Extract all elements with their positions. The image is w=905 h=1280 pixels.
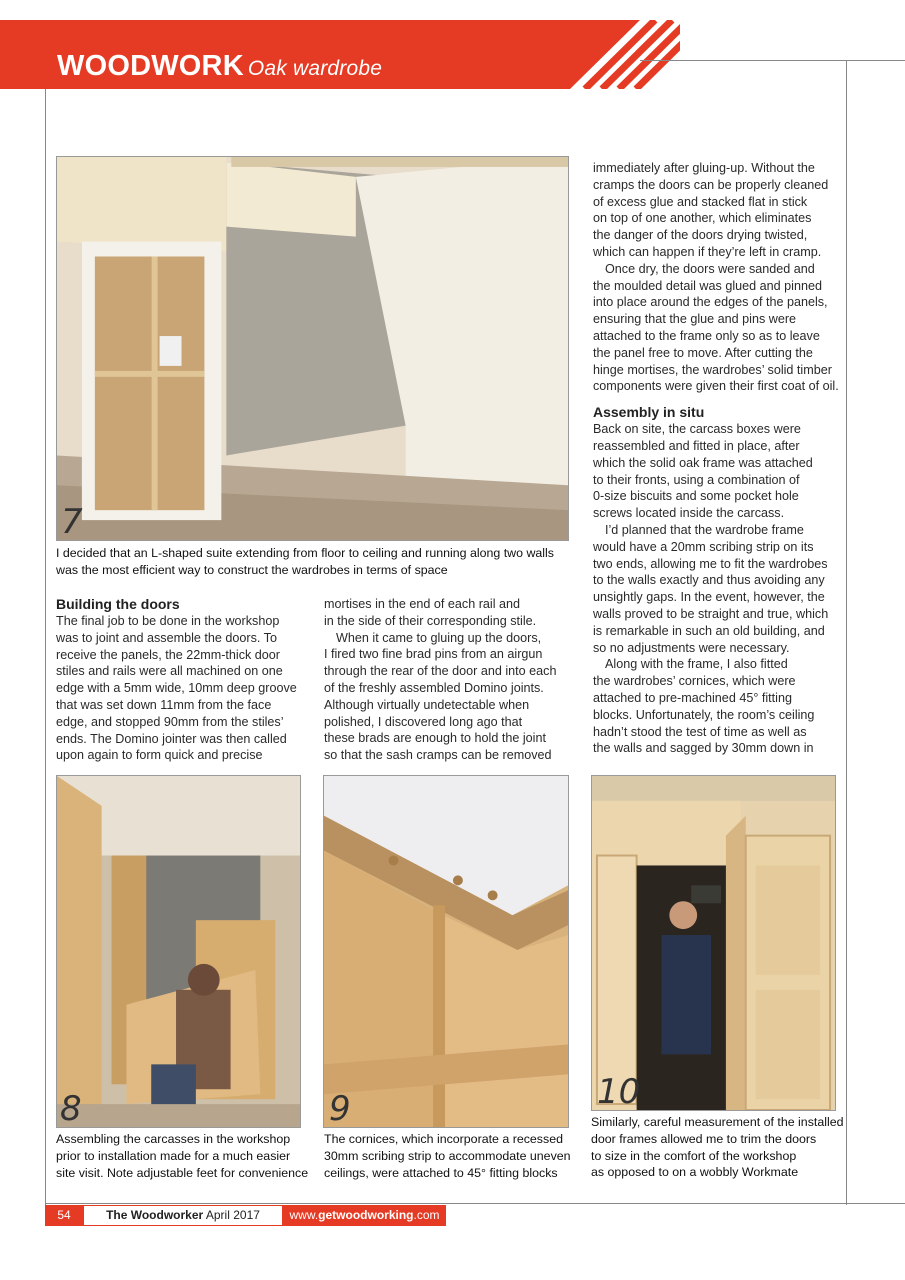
caption-8 [56,1131,311,1181]
article-column-2 [324,596,579,764]
caption-10 [591,1114,846,1181]
body-line: receive the panels, the 22mm-thick door [56,647,281,662]
caption-9 [324,1131,579,1181]
body-line: to the walls exactly and thus avoiding any [593,573,825,588]
body-line: the panel free to move. After cutting the [593,345,813,360]
article-column-3 [593,160,843,757]
body-line: I fired two fine brad pins from an airgun [324,647,543,662]
body-line: Back on site, the carcass boxes were [593,422,801,437]
body-line: edge with a 5mm wide, 10mm deep groove [56,681,297,696]
body-line: Although virtually undetectable when [324,697,530,712]
body-line: the walls and sagged by 30mm down in [593,741,814,756]
caption-10-line: door frames allowed me to trim the doors [591,1131,817,1146]
right-margin-rule [846,60,847,1205]
body-line: which can happen if they’re left in cramp. [593,244,822,259]
body-line: The final job to be done in the workshop [56,614,280,628]
header-rule [640,60,905,61]
body-line: components were given their first coat of oil. [593,379,839,394]
caption-8-line: Assembling the carcasses in the workshop [56,1132,291,1146]
url-suffix: .com [413,1208,440,1222]
body-line: attached to pre-machined 45° fitting [593,690,792,705]
body-line: through the rear of the door and into each [324,664,557,679]
footer-rule [45,1203,905,1204]
photo-7-empty-room [56,156,569,541]
body-line: these brads are enough to hold the joint [324,731,546,746]
body-line: that was set down 11mm from the face [56,697,272,712]
body-line: blocks. Unfortunately, the room’s ceiling [593,707,815,722]
body-line: stiles and rails were all machined on one [56,664,283,679]
issue-date: April 2017 [205,1208,260,1222]
photo-10-fitting-doors [591,775,836,1111]
body-line: upon again to form quick and precise [56,748,263,763]
body-line: screws located inside the carcass. [593,506,785,521]
caption-9-line: The cornices, which incorporate a recessed [324,1132,563,1146]
magazine-title: The Woodworker [106,1208,204,1222]
body-line: unsightly gaps. In the event, however, the [593,590,825,605]
body-line: immediately after gluing-up. Without the [593,161,815,175]
url-domain: getwoodworking [318,1208,414,1222]
caption-7-line: was the most efficient way to construct the wardrobes in terms of space [56,562,448,577]
body-line: I’d planned that the wardrobe frame [605,522,804,537]
caption-8-line: prior to installation made for a much easier [56,1148,291,1163]
body-line: of excess glue and stacked flat in stick [593,194,808,209]
caption-8-line: site visit. Note adjustable feet for convenience [56,1165,309,1180]
body-line: to their fronts, using a combination of [593,472,800,487]
body-line: edge, and stopped 90mm from the stiles’ [56,714,284,729]
photo-8-assembling-carcass [56,775,301,1128]
article-column-1 [56,596,311,764]
body-line: on top of one another, which eliminates [593,211,812,226]
figure-number-7: 7 [61,502,83,541]
section-title: WOODWORK Oak wardrobe [57,50,383,82]
body-line: reassembled and fitted in place, after [593,438,800,453]
body-line: attached to the frame only so as to leave [593,328,820,343]
body-line: ensuring that the glue and pins were [593,312,797,327]
section-subtitle: Oak wardrobe [247,57,383,80]
heading-assembly-in-situ: Assembly in situ [593,404,705,421]
body-line: into place around the edges of the panels, [593,295,828,310]
caption-10-line: to size in the comfort of the workshop [591,1148,797,1163]
figure-number-10: 10 [597,1072,641,1111]
body-line: Once dry, the doors were sanded and [605,261,815,276]
figure-number-8: 8 [60,1089,82,1128]
body-line: hadn’t stood the test of time as well as [593,724,807,739]
body-line: in the side of their corresponding stile. [324,613,537,628]
url-prefix: www. [289,1208,319,1222]
website-link[interactable] [283,1205,446,1226]
header-stripes [470,20,680,89]
caption-9-line: 30mm scribing strip to accommodate uneven [324,1148,571,1163]
body-line: the moulded detail was glued and pinned [593,278,822,293]
body-line: was to joint and assemble the doors. To [56,630,277,645]
caption-10-line: Similarly, careful measurement of the installed [591,1115,844,1129]
magazine-issue [83,1205,283,1226]
caption-9-line: ceilings, were attached to 45° fitting blocks [324,1165,558,1180]
figure-number-9: 9 [329,1089,351,1128]
body-line: two ends, allowing me to fit the wardrobes [593,556,828,571]
body-line: When it came to gluing up the doors, [336,630,542,645]
caption-7-line: I decided that an L-shaped suite extending from floor to ceiling and running along two walls [56,546,555,560]
body-line: polished, I discovered long ago that [324,714,523,729]
photo-9-cornices [323,775,569,1128]
body-line: 0-size biscuits and some pocket hole [593,489,799,504]
body-line: ends. The Domino jointer was then called [56,731,287,746]
body-line: mortises in the end of each rail and [324,597,521,611]
body-line: hinge mortises, the wardrobes’ solid timber [593,362,832,377]
heading-building-doors: Building the doors [56,596,180,612]
body-line: so that the sash cramps can be removed [324,748,552,763]
caption-10-line: as opposed to on a wobbly Workmate [591,1165,799,1180]
body-line: which the solid oak frame was attached [593,455,813,470]
body-line: of the freshly assembled Domino joints. [324,680,544,695]
body-line: cramps the doors can be properly cleaned [593,177,829,192]
body-line: Along with the frame, I also fitted [605,657,788,672]
page-number: 54 [45,1205,83,1226]
body-line: the danger of the doors drying twisted, [593,228,808,243]
body-line: the wardrobes’ cornices, which were [593,674,796,689]
caption-7 [56,545,576,579]
body-line: walls proved to be straight and true, which [593,606,829,621]
body-line: is remarkable in such an old building, and [593,623,825,638]
body-line: would have a 20mm scribing strip on its [593,539,814,554]
body-line: so no adjustments were necessary. [593,640,790,655]
left-margin-rule [45,89,46,1225]
